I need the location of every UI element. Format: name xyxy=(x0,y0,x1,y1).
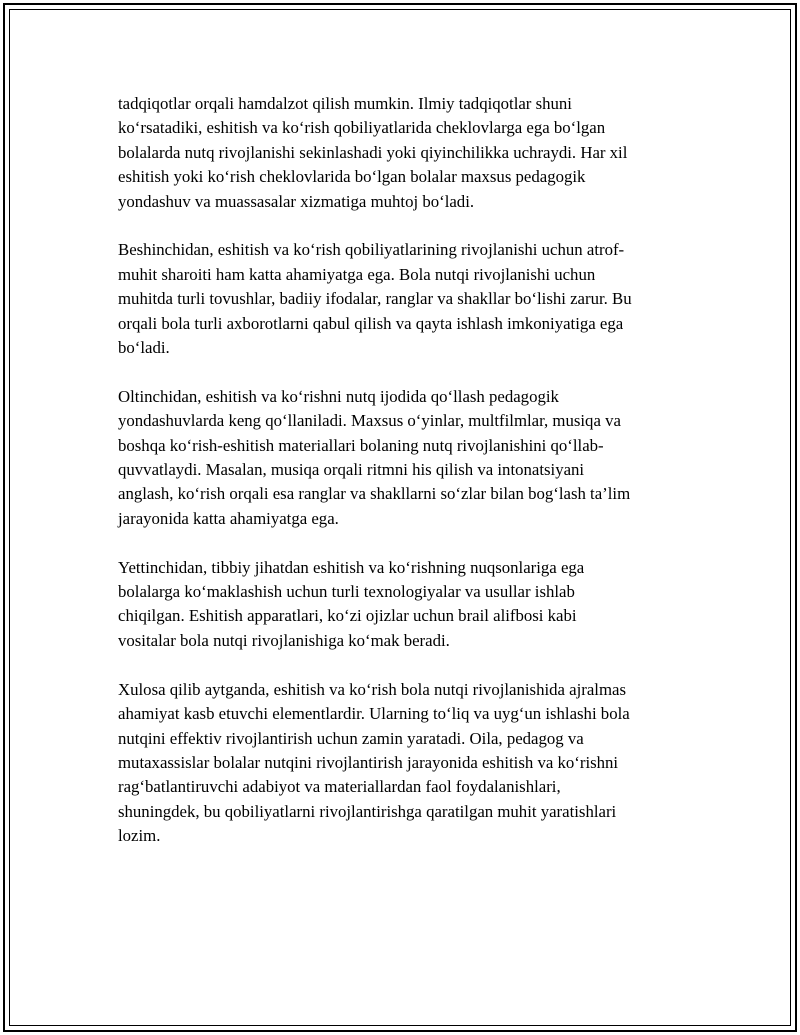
paragraph-2: Beshinchidan, eshitish va ko‘rish qobiliyatlarining rivojlanishi uchun atrof- muhit sharoiti ham katta ahamiyatga ega. Bola nutqi rivojlanishi uchun muhitda turli tovushlar, badiiy ifodalar, ranglar va shakllar bo‘lishi zarur. Bu orqali bola turli axborotlarni qabul qilish va qayta ishlash imkoniyatiga ega bo‘ladi. xyxy=(118,240,632,358)
paragraph-1: tadqiqotlar orqali hamdalzot qilish mumkin. Ilmiy tadqiqotlar shuni ko‘rsatadiki, eshitish va ko‘rish qobiliyatlarida cheklovlarga ega bo‘lgan bolalarda nutq rivojlanishi sekinlashadi yoki qiyinchilikka uchraydi. Har xil eshitish yoki ko‘rish cheklovlarida bo‘lgan bolalar maxsus pedagogik yondashuv va muassasalar xizmatiga muhtoj bo‘ladi. xyxy=(118,94,628,211)
paragraph-5: Xulosa qilib aytganda, eshitish va ko‘rish bola nutqi rivojlanishida ajralmas ahamiyat kasb etuvchi elementlardir. Ularning to‘liq va uyg‘un ishlashi bola nutqini effektiv rivojlantirish uchun zamin yaratadi. Oila, pedagog va mutaxassislar bolalar nutqini rivojlantirish jarayonida eshitish va ko‘rishni rag‘batlantiruvchi adabiyot va materiallardan faol foydalanishlari, shuningdek, bu qobiliyatlarni rivojlantirishga qaratilgan muhit yaratishlari lozim. xyxy=(118,679,630,846)
paragraph-4: Yettinchidan, tibbiy jihatdan eshitish va ko‘rishning nuqsonlariga ega bolalarga ko‘maklashish uchun turli texnologiyalar va usullar ishlab chiqilgan. Eshitish apparatlari, ko‘zi ojizlar uchun brail alifbosi kabi vositalar bola nutqi rivojlanishiga ko‘mak beradi. xyxy=(118,557,585,650)
document-body xyxy=(118,92,703,873)
paragraph-3: Oltinchidan, eshitish va ko‘rishni nutq ijodida qo‘llash pedagogik yondashuvlarda keng qo‘llaniladi. Maxsus o‘yinlar, multfilmlar, musiqa va boshqa ko‘rish-eshitish materiallari bolaning nutq rivojlanishini qo‘llab- quvvatlaydi. Masalan, musiqa orqali ritmni his qilish va intonatsiyani anglash, ko‘rish orqali esa ranglar va shakllarni so‘zlar bilan bog‘lash ta’lim jarayonida katta ahamiyatga ega. xyxy=(118,386,631,528)
